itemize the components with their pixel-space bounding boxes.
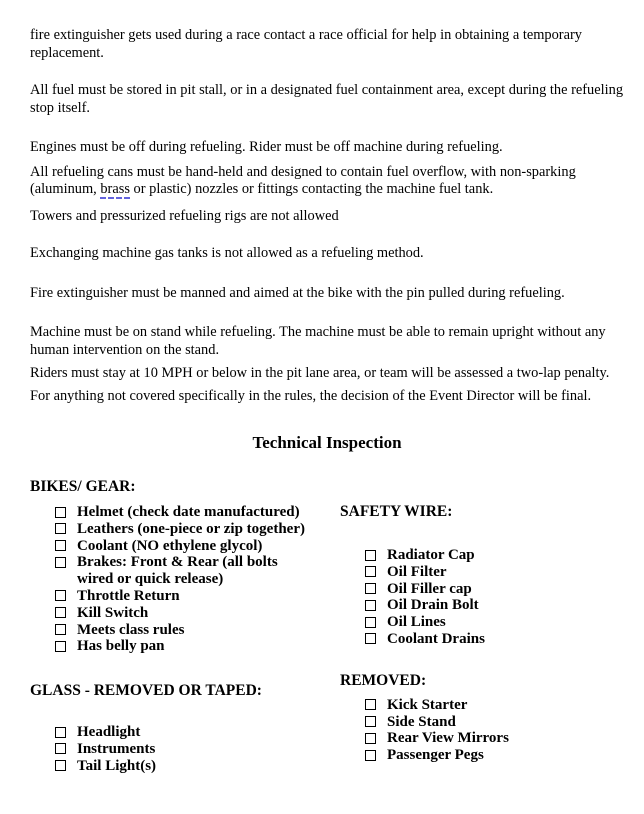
checklist-item-label: Meets class rules (77, 621, 185, 638)
paragraph: Exchanging machine gas tanks is not allowed as a refueling method. (30, 245, 424, 261)
checkbox-icon (365, 566, 376, 577)
checkbox-icon (365, 699, 376, 710)
misspelled-word: brass (100, 181, 130, 197)
checklist-item-label: Oil Drain Bolt (387, 597, 479, 614)
checklist-bikes-gear (30, 504, 313, 655)
checkbox-icon (365, 600, 376, 611)
heading-safety-wire: SAFETY WIRE: (340, 503, 453, 520)
checklist-item-label: Brakes: Front & Rear (all bolts wired or quick release) (77, 554, 278, 588)
checkbox-icon (365, 733, 376, 744)
checklist-item (55, 538, 313, 555)
checklist-item-label: Rear View Mirrors (387, 730, 509, 747)
checklist-item (365, 730, 624, 747)
checklist-item-label: Side Stand (387, 713, 456, 730)
checkbox-icon (55, 607, 66, 618)
checklist-item (55, 741, 313, 758)
checkbox-icon (365, 716, 376, 727)
checklist-item-label: Headlight (77, 724, 141, 741)
checklist-glass (30, 724, 313, 774)
paragraph-refueling-cans (30, 164, 624, 199)
checkbox-icon (55, 641, 66, 652)
checklist-item-label: Coolant Drains (387, 630, 485, 647)
checklist-column-right (340, 478, 624, 775)
checkbox-icon (55, 557, 66, 568)
checklist-item-label: Instruments (77, 740, 156, 757)
checkbox-icon (55, 727, 66, 738)
checkbox-icon (55, 624, 66, 635)
checklist-item-label: Radiator Cap (387, 547, 475, 563)
checklist-item (55, 724, 313, 741)
checklist-item-label: Leathers (one-piece or zip together) (77, 520, 305, 537)
checkbox-icon (55, 590, 66, 601)
checkbox-icon (365, 617, 376, 628)
checklist-item (55, 521, 313, 538)
checklist-item (55, 504, 313, 521)
paragraph: Towers and pressurized refueling rigs are not allowed (30, 207, 339, 224)
checklist-item (365, 597, 624, 614)
checklist-item (365, 564, 624, 581)
checklist-item-label: Passenger Pegs (387, 747, 484, 764)
checklist-item-label: Coolant (NO ethylene glycol) (77, 537, 263, 554)
checkbox-icon (55, 760, 66, 771)
checklist-columns (30, 478, 624, 775)
checklist-item-label: Tail Light(s) (77, 757, 157, 774)
paragraph: Machine must be on stand while refueling. The machine must be able to remain upright without any human intervention on the stand. (30, 324, 606, 358)
checkbox-icon (55, 507, 66, 518)
paragraph-text: All refueling cans must be hand-held and designed to contain fuel overflow, with non-sparking (aluminum, (30, 163, 576, 197)
checklist-item (365, 614, 624, 631)
paragraph: Riders must stay at 10 MPH or below in the pit lane area, or team will be assessed a two-lap penalty. (30, 365, 610, 381)
paragraph: For anything not covered specifically in the rules, the decision of the Event Director will be final. (30, 387, 592, 404)
checkbox-icon (365, 633, 376, 644)
checklist-item-label: Oil Filter (387, 563, 447, 580)
checkbox-icon (55, 743, 66, 754)
checklist-item (55, 758, 313, 775)
checkbox-icon (365, 550, 376, 561)
checklist-item (365, 714, 624, 731)
checkbox-icon (55, 540, 66, 551)
checklist-item (55, 638, 313, 655)
checklist-item-label: Helmet (check date manufactured) (77, 504, 300, 520)
checkbox-icon (365, 583, 376, 594)
checklist-item-label: Kill Switch (77, 604, 149, 621)
checklist-item-label: Oil Filler cap (387, 580, 472, 597)
checklist-column-left (30, 478, 313, 775)
checklist-item (365, 747, 624, 764)
heading-bikes-gear: BIKES/ GEAR: (30, 478, 136, 495)
checklist-item (365, 631, 624, 648)
checkbox-icon (365, 750, 376, 761)
checklist-item (55, 622, 313, 639)
checklist-safety-wire (340, 547, 624, 648)
paragraph: Fire extinguisher must be manned and aimed at the bike with the pin pulled during refueling. (30, 284, 565, 301)
heading-glass: GLASS - REMOVED OR TAPED: (30, 682, 262, 700)
checklist-item-label: Kick Starter (387, 696, 468, 713)
paragraph: fire extinguisher gets used during a race contact a race official for help in obtaining a temporary replacement. (30, 27, 582, 61)
checklist-item-label: Oil Lines (387, 614, 446, 631)
paragraph: All fuel must be stored in pit stall, or in a designated fuel containment area, except during the refueling stop itself. (30, 82, 624, 116)
checklist-removed (340, 697, 624, 764)
checklist-item (365, 697, 624, 714)
checklist-item (365, 547, 624, 564)
heading-removed: REMOVED: (340, 671, 427, 689)
paragraph: Engines must be off during refueling. Rider must be off machine during refueling. (30, 139, 503, 155)
checklist-item (55, 588, 313, 605)
checklist-item-label: Throttle Return (77, 587, 180, 604)
checklist-item-label: Has belly pan (77, 638, 165, 655)
paragraph-text: or plastic) nozzles or fittings contacting the machine fuel tank. (129, 181, 494, 197)
checklist-item (55, 554, 313, 588)
checkbox-icon (55, 523, 66, 534)
section-title: Technical Inspection (252, 433, 402, 452)
checklist-item (55, 605, 313, 622)
checklist-item (365, 581, 624, 598)
